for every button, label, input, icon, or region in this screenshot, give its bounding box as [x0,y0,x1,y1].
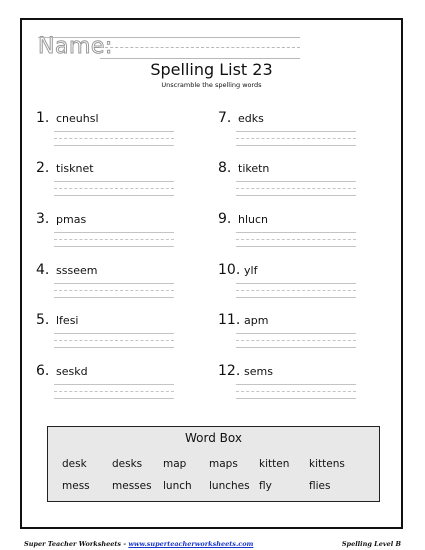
exercise-item [218,312,368,352]
answer-line [54,297,174,298]
word-box-word: fly [259,480,272,492]
scrambled-word: ssseem [56,264,98,277]
worksheet-frame [20,18,403,529]
answer-line [54,246,174,247]
answer-line [236,347,356,348]
answer-line [54,283,174,284]
item-number: 10. [218,262,241,278]
answer-line [236,340,356,341]
answer-line [54,333,174,334]
word-box-word: messes [112,480,152,492]
exercise-item [218,262,368,302]
word-box-word: desk [62,458,87,470]
scrambled-word: cneuhsl [56,112,99,125]
answer-line [236,283,356,284]
exercise-item [218,211,368,251]
answer-line [54,138,174,139]
answer-line [54,131,174,132]
exercise-item [36,211,186,251]
word-box-word: desks [112,458,143,470]
answer-line [54,340,174,341]
answer-line [54,290,174,291]
answer-line [236,131,356,132]
name-line-mid [100,47,300,48]
item-number: 6. [36,363,50,379]
answer-line [54,391,174,392]
word-box-word: mess [62,480,90,492]
answer-line [236,239,356,240]
item-number: 1. [36,110,50,126]
scrambled-word: tiketn [238,162,270,175]
name-line-top [38,37,300,38]
answer-line [236,195,356,196]
answer-line [54,195,174,196]
scrambled-word: apm [244,314,269,327]
item-number: 3. [36,211,50,227]
item-number: 7. [218,110,232,126]
answer-line [236,145,356,146]
name-row [38,34,300,60]
item-number: 11. [218,312,241,328]
scrambled-word: pmas [56,213,87,226]
footer-link[interactable]: www.superteacherworksheets.com [128,540,254,548]
footer-left [24,540,253,548]
scrambled-word: tisknet [56,162,94,175]
answer-line [54,239,174,240]
word-box-word: maps [209,458,238,470]
word-box-word: lunch [163,480,192,492]
word-box-row [62,475,362,497]
item-number: 4. [36,262,50,278]
answer-line [236,246,356,247]
scrambled-word: sems [244,365,273,378]
answer-line [54,181,174,182]
exercise-item [218,363,368,403]
page-title: Spelling List 23 [150,60,273,79]
answer-line [236,333,356,334]
word-box-word: flies [309,480,331,492]
scrambled-word: lfesi [56,314,79,327]
word-box-word: kittens [309,458,345,470]
exercise-item [36,312,186,352]
word-box-title: Word Box [185,431,242,445]
exercise-item [36,110,186,150]
word-box-word: map [163,458,187,470]
answer-line [54,232,174,233]
exercise-item [36,262,186,302]
item-number: 8. [218,160,232,176]
answer-line [54,145,174,146]
answer-line [236,290,356,291]
exercise-item [218,110,368,150]
answer-line [236,384,356,385]
exercise-item [36,363,186,403]
scrambled-word: ylf [244,264,258,277]
word-box-word: lunches [209,480,250,492]
answer-line [236,232,356,233]
page-subtitle: Unscramble the spelling words [161,81,262,89]
word-box [47,426,380,502]
answer-line [236,188,356,189]
name-label: Name: [38,34,113,59]
footer-level: Spelling Level B [341,540,401,548]
answer-line [236,398,356,399]
scrambled-word: hlucn [238,213,269,226]
exercise-item [218,160,368,200]
item-number: 9. [218,211,232,227]
answer-line [54,384,174,385]
answer-line [236,297,356,298]
answer-line [236,181,356,182]
answer-line [54,188,174,189]
scrambled-word: seskd [56,365,88,378]
word-box-word: kitten [259,458,290,470]
answer-line [54,347,174,348]
scrambled-word: edks [238,112,264,125]
name-line-bottom [100,58,300,59]
item-number: 5. [36,312,50,328]
word-box-row [62,453,362,475]
footer-brand: Super Teacher Worksheets - [24,540,129,548]
answer-line [236,138,356,139]
item-number: 2. [36,160,50,176]
item-number: 12. [218,363,241,379]
exercise-item [36,160,186,200]
answer-line [54,398,174,399]
word-box-grid [62,453,362,497]
answer-line [236,391,356,392]
